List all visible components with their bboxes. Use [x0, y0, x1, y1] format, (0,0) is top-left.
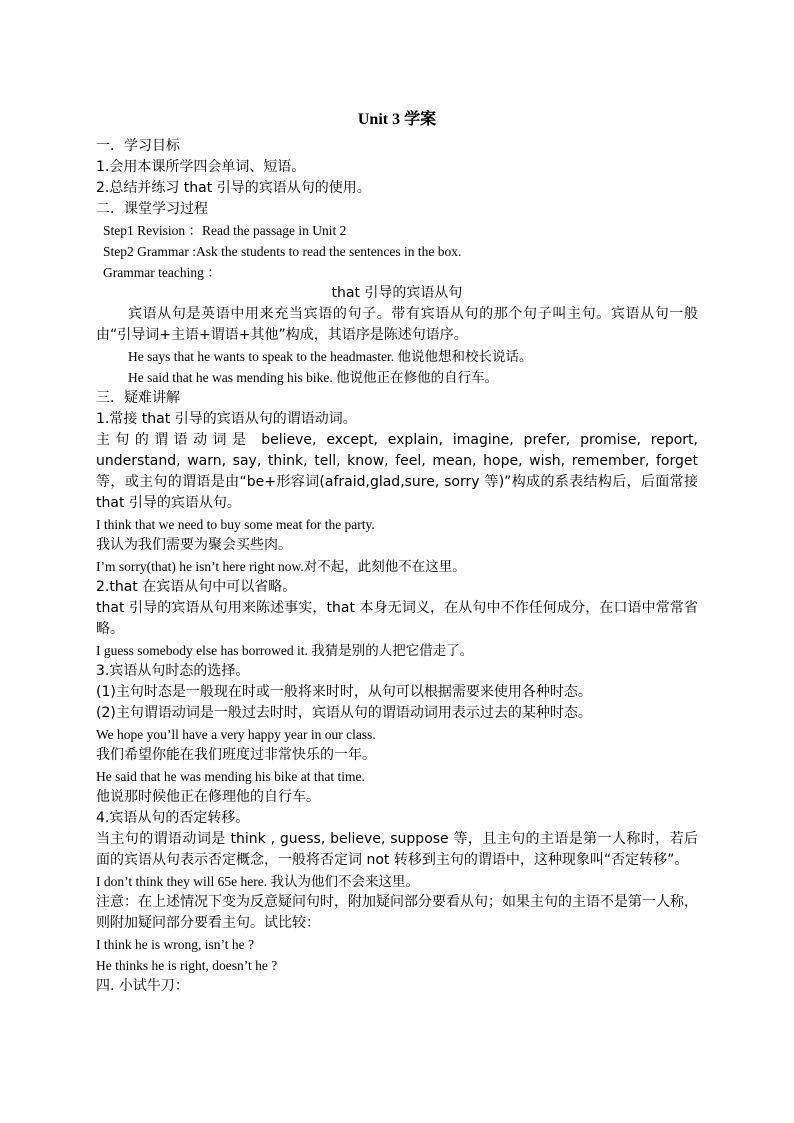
- example-sentence-10: He thinks he is right, doesn’t he ?: [96, 958, 278, 973]
- example-translation-7: 他说那时候他正在修理他的自行车。: [96, 789, 320, 805]
- section-heading-1: 一．学习目标: [96, 138, 180, 154]
- point-2-explanation: that 引导的宾语从句用来陈述事实，that 本身无词义，在从句中不作任何成分，在口语中常常省略。: [96, 600, 698, 637]
- document-title: Unit 3 学案: [357, 111, 437, 128]
- example-sentence-7: He said that he was mending his bike at that time.: [96, 769, 365, 784]
- objective-2: 2.总结并练习 that 引导的宾语从句的使用。: [96, 180, 371, 196]
- example-sentence-6: We hope you’ll have a very happy year in our class.: [96, 727, 376, 742]
- example-sentence-3: I think that we need to buy some meat for the party.: [96, 517, 375, 532]
- example-sentence-9: I think he is wrong, isn’t he ?: [96, 937, 254, 952]
- grammar-topic-heading: that 引导的宾语从句: [331, 285, 463, 301]
- point-4-explanation: 当主句的谓语动词是 think , guess, believe, suppose 等，且主句的主语是第一人称时，若后面的宾语从句表示否定概念，一般将否定词 not 转移到主句的谓语中，这种现象叫“否定转移”。: [96, 831, 698, 868]
- point-1-explanation: 主句的谓语动词是 believe, except, explain, imagine, prefer, promise, report, understand, warn, say, think, tell, know, feel, mean, hope, wish, remember, forget 等，或主句的谓语是由“be+形容词(afraid,glad,sure, sorry 等)”构成的系表结构后，后面常接 that 引导的宾语从句。: [96, 432, 698, 511]
- point-4-heading: 4.宾语从句的否定转移。: [96, 810, 250, 826]
- objective-1: 1.会用本课所学四会单词、短语。: [96, 159, 306, 175]
- grammar-teaching-label: Grammar teaching ：: [103, 265, 221, 280]
- step-2: Step2 Grammar :Ask the students to read the sentences in the box.: [103, 244, 462, 259]
- example-translation-3: 我认为我们需要为聚会买些肉。: [96, 537, 292, 553]
- document-body: [96, 136, 698, 997]
- note-text: 注意：在上述情况下变为反意疑问句时，附加疑问部分要看从句；如果主句的主语不是第一人称，则附加疑问部分要看主句。试比较：: [96, 894, 698, 931]
- grammar-explanation: 宾语从句是英语中用来充当宾语的句子。带有宾语从句的那个句子叫主句。宾语从句一般由“引导词+主语+谓语+其他”构成，其语序是陈述句语序。: [96, 306, 698, 343]
- step-1: Step1 Revision ：Read the passage in Unit 2: [103, 223, 347, 238]
- example-sentence-8: I don’t think they will 65e here. 我认为他们不会来这里。: [96, 874, 419, 889]
- point-3-rule-2: (2)主句谓语动词是一般过去时时，宾语从句的谓语动词用表示过去的某种时态。: [96, 705, 592, 721]
- section-heading-2: 二．课堂学习过程: [96, 201, 208, 217]
- example-sentence-5: I guess somebody else has borrowed it. 我猜是别的人把它借走了。: [96, 643, 474, 658]
- example-sentence-4: I’m sorry(that) he isn’t here right now.对不起，此刻他不在这里。: [96, 559, 466, 574]
- section-heading-3: 三．疑难讲解: [96, 390, 180, 406]
- point-3-rule-1: (1)主句时态是一般现在时或一般将来时时，从句可以根据需要来使用各种时态。: [96, 684, 592, 700]
- point-3-heading: 3.宾语从句时态的选择。: [96, 663, 250, 679]
- example-sentence-2: He said that he was mending his bike. 他说他正在修他的自行车。: [128, 370, 499, 385]
- point-1-heading: 1.常接 that 引导的宾语从句的谓语动词。: [96, 411, 357, 427]
- section-heading-4: 四. 小试牛刀：: [96, 978, 189, 994]
- example-sentence-1: He says that he wants to speak to the headmaster. 他说他想和校长说话。: [128, 349, 533, 364]
- example-translation-6: 我们希望你能在我们班度过非常快乐的一年。: [96, 747, 376, 763]
- point-2-heading: 2.that 在宾语从句中可以省略。: [96, 579, 297, 595]
